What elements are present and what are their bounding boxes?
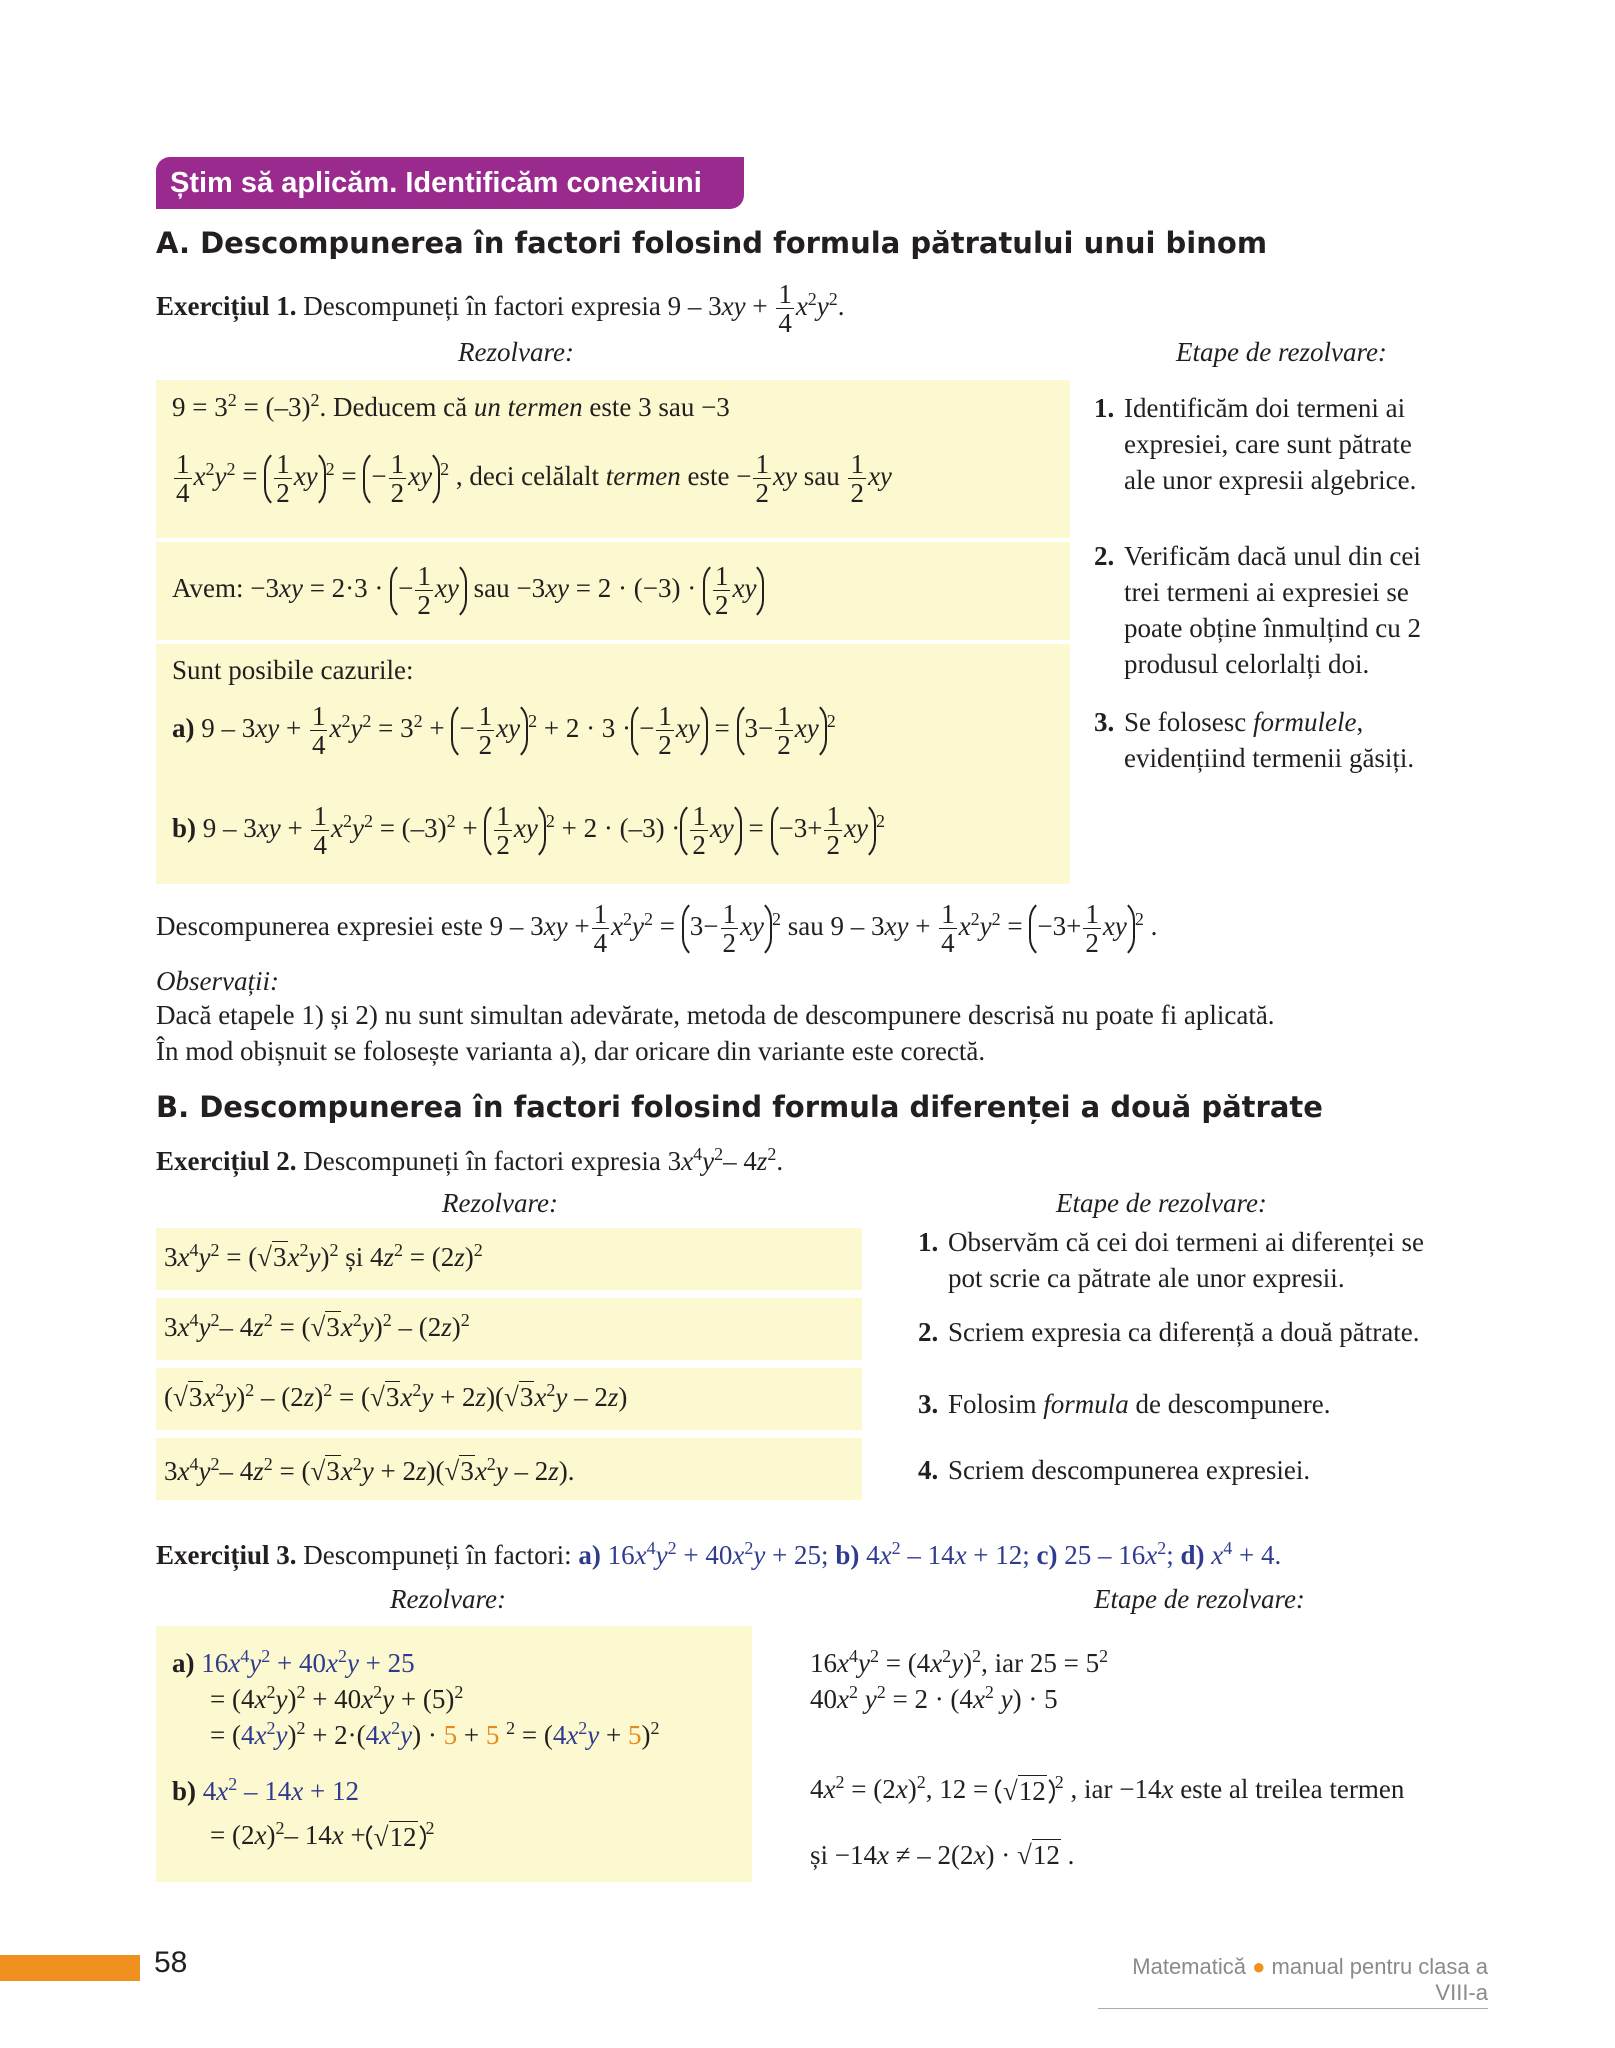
steps-b — [918, 1224, 1518, 1488]
observatii-label: Observații: — [156, 966, 279, 996]
box1-line2: $\frac{1}{4}$ $x^2y^2$ = $\frac{1}{2}$ xy $^2$ = − $\frac{1}{2}$ xy $^2$ , deci celălalt termen este − $\frac{1}{2}$ xy sau $\frac{1}{2}$ xy — [176, 449, 892, 509]
section-a-title: A. Descompunerea în factori folosind formula pătratului unui binom — [156, 226, 1268, 260]
bullet-icon: ● — [1252, 1954, 1266, 1979]
exercise-1-statement: Exercițiul 1. Descompuneți în factori expresia 9 – 3xy + $\frac{1}{4}$ $x^2y^2$. — [156, 279, 845, 339]
ex3-b-line1: b) $4x^2 - 14x + 12$ — [172, 1774, 359, 1806]
exercise-2-statement: Exercițiul 2. Descompuneți în factori expresia $3x^4y^2-$ $4z^2$. — [156, 1144, 784, 1176]
ex2-row-1: $3x^4y^2 = (√3x^2y)^2$ și $4z^2 = (2z)^2$ — [164, 1240, 483, 1272]
ex3-b-line2: = $(2x)^2-$ 14x + √12 $^2$ — [210, 1820, 435, 1855]
ex3-step-4: și −14x ≠ – 2(2x) · √12 . — [810, 1840, 1075, 1870]
page-number: 58 — [154, 1946, 188, 1979]
step-b-4: 4. Scriem descompunerea expresiei. — [918, 1455, 1311, 1485]
exercise-1-label: Exercițiul 1. — [156, 291, 297, 322]
step-b-3: 3. Folosim formula de descompunere. — [918, 1389, 1331, 1419]
ex3-step-1: $16x^4y^2 = (4x^2y)^2$, iar $25 = 5^2$ — [810, 1646, 1109, 1678]
steps-a — [1094, 390, 1494, 776]
observatii-1: Dacă etapele 1) și 2) nu sunt simultan adevărate, metoda de descompunere descrisă nu poate fi aplicată. — [156, 1000, 1275, 1030]
etape-label-b: Etape de rezolvare: — [1056, 1188, 1267, 1218]
step-a-3: 3. Se folosesc formulele, evidențiind termenii găsiți. — [1094, 707, 1415, 773]
box3-intro: Sunt posibile cazurile: — [172, 655, 414, 685]
ex3-step-3: $4x^2 = (2x)^2$, 12 = √12 $^2$ , iar −14x este al treilea termen — [810, 1774, 1404, 1809]
box1-line1: $9 = 3^2 = (-3)^2$. Deducem că un termen este 3 sau −3 — [172, 390, 730, 422]
step-b-1: 1. Observăm că cei doi termeni ai diferenței se pot scrie ca pătrate ale unor expresii. — [918, 1227, 1425, 1293]
ex3-step-2: $40x^2$ $y^2 = 2 \cdot (4x^2$ y) · 5 — [810, 1682, 1058, 1714]
ex3-a-line1: a) $16x^4y^2 + 40x^2y + 25$ — [172, 1646, 415, 1678]
exercise-3-statement: Exercițiul 3. Descompuneți în factori: a) $16x^4y^2 + 40x^2y + 25$; b) $4x^2 - 14x + 12$; c) $25 - 16x^2$; d) $x^4 + 4$. — [156, 1538, 1282, 1570]
conclusion-line: Descompunerea expresiei este 9 – 3xy + $\frac{1}{4}$ $x^2y^2 = 3-$ $\frac{1}{2}$ xy $^2$ sau 9 – 3xy + $\frac{1}{4}$ $x^2y^2 = -3+$ $\frac{1}{2}$ xy $^2$ . — [156, 899, 1158, 959]
rezolvare-label-a: Rezolvare: — [458, 337, 574, 367]
ex2-row-4: $3x^4y^2-$ $4z^2 = (√3x^2y + 2z)(√3x^2y - 2z)$. — [164, 1454, 575, 1486]
step-b-2: 2. Scriem expresia ca diferență a două pătrate. — [918, 1317, 1420, 1347]
rezolvare-label-c: Rezolvare: — [390, 1584, 506, 1614]
section-b-title: B. Descompunerea în factori folosind formula diferenței a două pătrate — [156, 1090, 1323, 1124]
step-a-1: 1. Identificăm doi termeni ai expresiei, care sunt pătrate ale unor expresii algebrice. — [1094, 393, 1417, 495]
section-ribbon: Știm să aplicăm. Identificăm conexiuni — [156, 157, 744, 209]
ex2-row-3: $(√3x^2y)^2 - (2z)^2 = (√3x^2y + 2z)(√3x^2y - 2z)$ — [164, 1380, 628, 1412]
footer-title: Matematică ● manual pentru clasa a VIII-a — [1098, 1954, 1488, 2009]
ex2-row-2: $3x^4y^2-$ $4z^2 = (√3x^2y)^2 - (2z)^2$ — [164, 1310, 470, 1342]
case-b: b) 9 – 3xy + $\frac{1}{4}$ $x^2y^2 = (-3)^2$ + $\frac{1}{2}$ xy $^2$ + 2 · (–3) · $\frac{1}{2}$ xy = −3+ $\frac{1}{2}$ xy $^2$ — [172, 801, 885, 861]
step-a-2: 2. Verificăm dacă unul din cei trei termeni ai expresiei se poate obține înmulțind cu 2 produsul celorlalți doi. — [1094, 541, 1421, 679]
etape-label-c: Etape de rezolvare: — [1094, 1584, 1305, 1614]
etape-label-a: Etape de rezolvare: — [1176, 337, 1387, 367]
ex3-a-line3: = $(4x^2y)^2 + 2\cdot(4x^2y) \cdot 5 + 5$ $^2 = (4x^2y + 5)^2$ — [210, 1718, 660, 1750]
ex3-a-line2: = $(4x^2y)^2 + 40x^2y + (5)^2$ — [210, 1682, 464, 1714]
rezolvare-label-b: Rezolvare: — [442, 1188, 558, 1218]
case-a: a) 9 – 3xy + $\frac{1}{4}$ $x^2y^2 = 3^2$ + − $\frac{1}{2}$ xy $^2$ + 2 · 3 · − $\frac{1}{2}$ xy = 3− $\frac{1}{2}$ xy $^2$ — [172, 701, 836, 761]
observatii-2: În mod obișnuit se folosește varianta a), dar oricare din variante este corectă. — [156, 1036, 986, 1066]
box2-line: Avem: −3xy = 2·3 · − $\frac{1}{2}$ xy sau −3xy = 2 · (−3) · $\frac{1}{2}$ xy — [172, 560, 764, 622]
footer-accent-bar — [0, 1955, 140, 1981]
